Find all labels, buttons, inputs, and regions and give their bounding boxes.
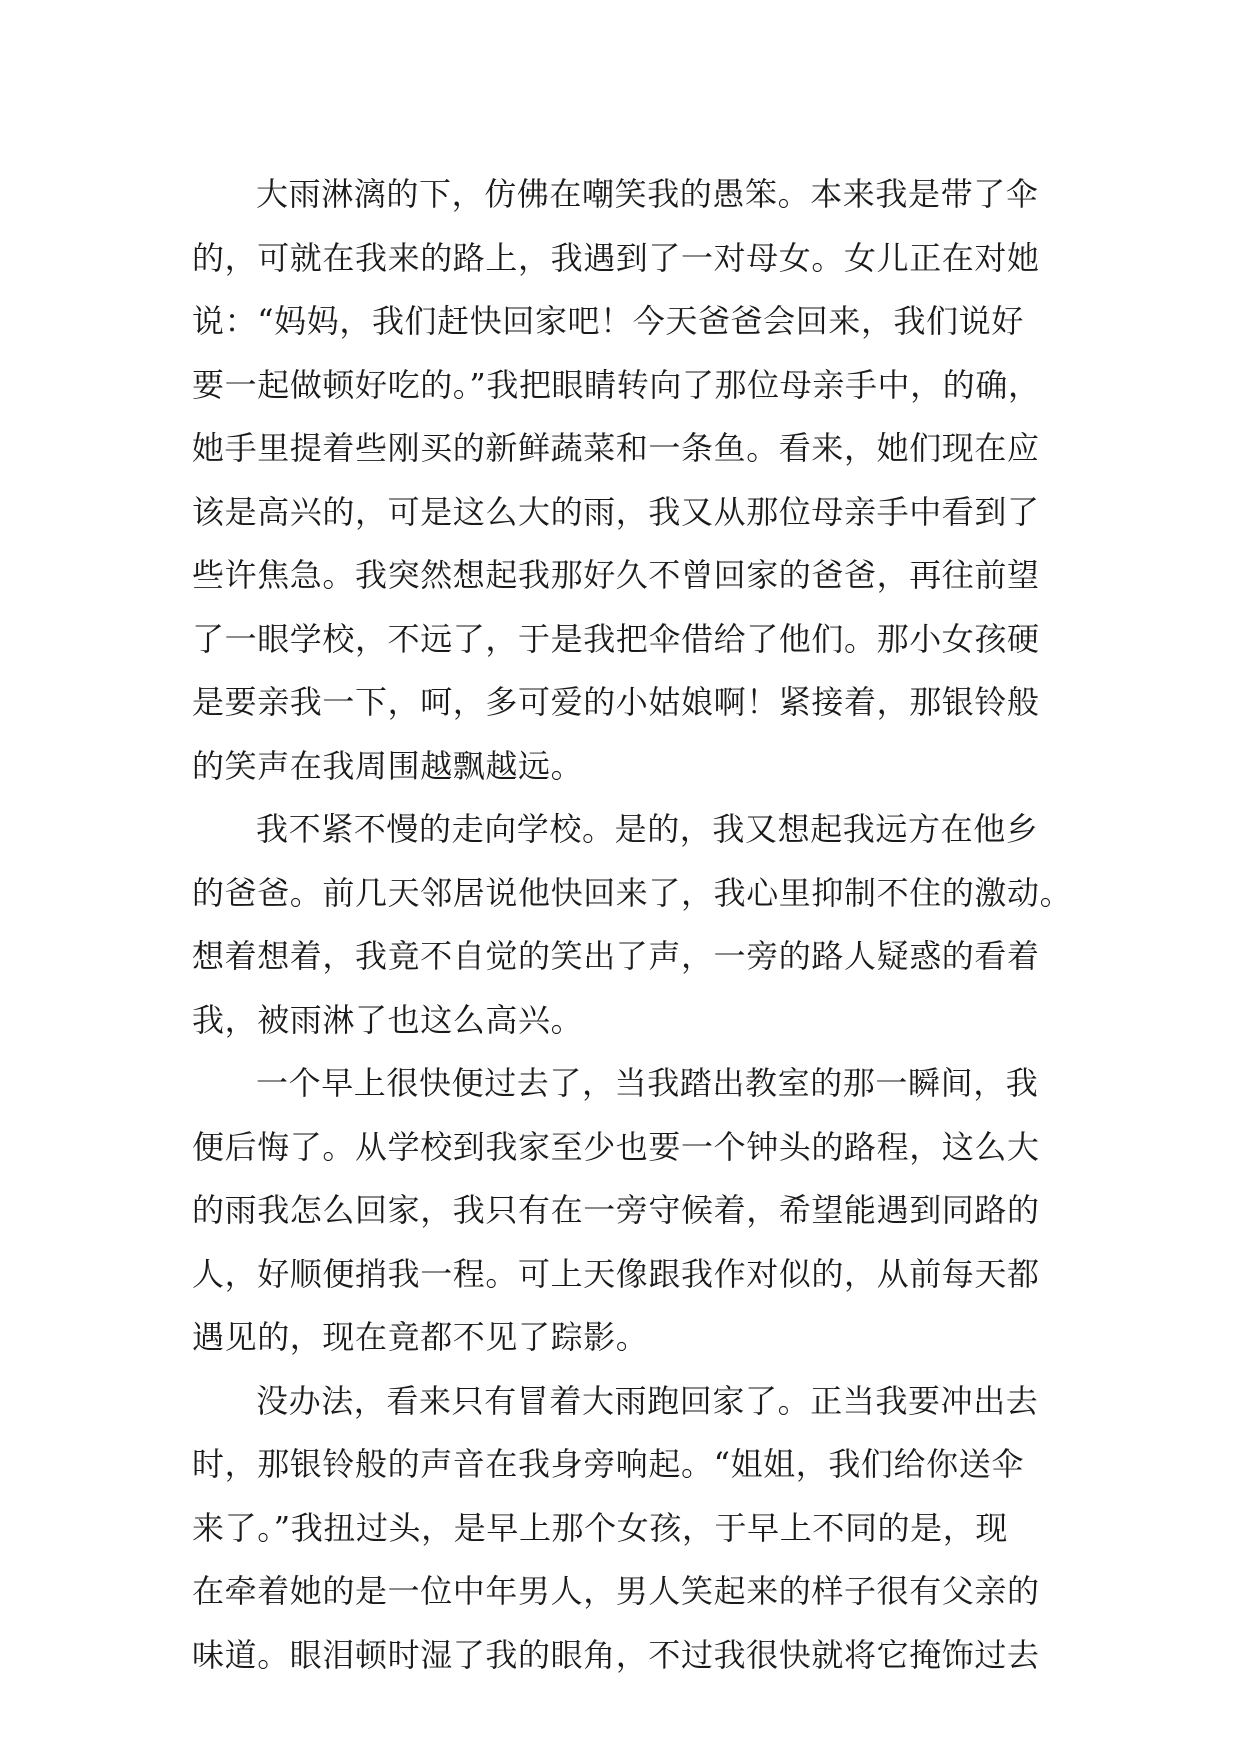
paragraph-1-line-10: 的笑声在我周围越飘越远。 xyxy=(192,746,584,785)
paragraph-1-line-3: 说：“妈妈，我们赶快回家吧！今天爸爸会回来，我们说好 xyxy=(192,302,1024,340)
paragraph-1-line-2: 的，可就在我来的路上，我遇到了一对母女。女儿正在对她 xyxy=(192,238,1040,277)
paragraph-4-line-2: 时，那银铃般的声音在我身旁响起。“姐姐，我们给你送伞 xyxy=(192,1445,1024,1483)
paragraph-1-line-1: 大雨淋漓的下，仿佛在嘲笑我的愚笨。本来我是带了伞 xyxy=(256,175,1039,213)
paragraph-1-line-9: 是要亲我一下，呵，多可爱的小姑娘啊！紧接着，那银铃般 xyxy=(192,683,1040,721)
paragraph-4-line-5: 味道。眼泪顿时湿了我的眼角，不过我很快就将它掩饰过去 xyxy=(192,1635,1040,1674)
paragraph-1-line-5: 她手里提着些刚买的新鲜蔬菜和一条鱼。看来，她们现在应 xyxy=(192,429,1040,467)
paragraph-3-line-4: 人，好顺便捎我一程。可上天像跟我作对似的，从前每天都 xyxy=(192,1254,1040,1293)
paragraph-4-line-1: 没办法，看来只有冒着大雨跑回家了。正当我要冲出去 xyxy=(256,1381,1039,1420)
paragraph-1-line-8: 了一眼学校，不远了，于是我把伞借给了他们。那小女孩硬 xyxy=(192,619,1040,658)
paragraph-3-line-1: 一个早上很快便过去了，当我踏出教室的那一瞬间，我 xyxy=(256,1064,1039,1102)
body-text xyxy=(192,163,1073,1687)
paragraph-2-line-2: 的爸爸。前几天邻居说他快回来了，我心里抑制不住的激动。 xyxy=(192,873,1073,912)
paragraph-3-line-5: 遇见的，现在竟都不见了踪影。 xyxy=(192,1318,649,1356)
paragraph-1-line-7: 些许焦急。我突然想起我那好久不曾回家的爸爸，再往前望 xyxy=(192,556,1040,594)
paragraph-2-line-1: 我不紧不慢的走向学校。是的，我又想起我远方在他乡 xyxy=(256,810,1039,848)
paragraph-2-line-4: 我，被雨淋了也这么高兴。 xyxy=(192,1000,584,1039)
paragraph-1-line-4: 要一起做顿好吃的。”我把眼睛转向了那位母亲手中，的确， xyxy=(192,365,1041,404)
paragraph-4-line-3: 来了。”我扭过头，是早上那个女孩，于早上不同的是，现 xyxy=(192,1508,1008,1547)
paragraph-3-line-2: 便后悔了。从学校到我家至少也要一个钟头的路程，这么大 xyxy=(192,1127,1040,1166)
paragraph-4-line-4: 在牵着她的是一位中年男人，男人笑起来的样子很有父亲的 xyxy=(192,1572,1040,1610)
paragraph-1-line-6: 该是高兴的，可是这么大的雨，我又从那位母亲手中看到了 xyxy=(192,492,1040,531)
paragraph-3-line-3: 的雨我怎么回家，我只有在一旁守候着，希望能遇到同路的 xyxy=(192,1191,1040,1229)
paragraph-2-line-3: 想着想着，我竟不自觉的笑出了声，一旁的路人疑惑的看着 xyxy=(192,937,1040,975)
